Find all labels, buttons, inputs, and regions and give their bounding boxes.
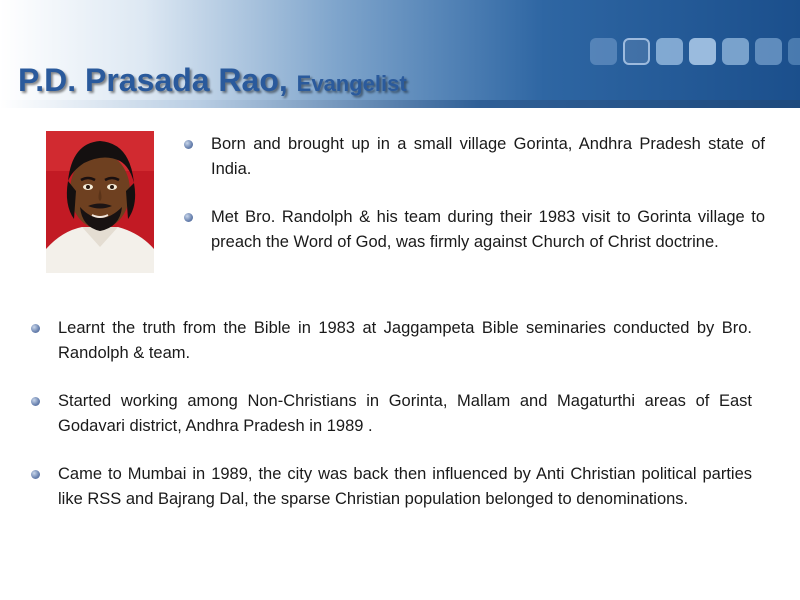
- sphere-bullet-icon: [31, 397, 40, 406]
- tile-icon: [722, 38, 749, 65]
- slide-title: [18, 62, 407, 99]
- tile-icon: [590, 38, 617, 65]
- header-divider: [0, 100, 800, 108]
- list-item: [211, 132, 765, 181]
- list-item: [58, 316, 752, 365]
- list-item: [58, 462, 752, 511]
- title-role: Evangelist: [296, 71, 407, 96]
- list-item: [211, 205, 765, 254]
- tile-icon: [656, 38, 683, 65]
- sphere-bullet-icon: [184, 140, 193, 149]
- bullet-text: Met Bro. Randolph & his team during their 1983 visit to Gorinta village to preach the Word of God, was firmly against Church of Christ doctrine.: [211, 208, 765, 251]
- bullet-text: Came to Mumbai in 1989, the city was back then influenced by Anti Christian political parties like RSS and Bajrang Dal, the sparse Christian population belonged to denominations.: [58, 465, 752, 508]
- sphere-bullet-icon: [31, 470, 40, 479]
- list-item: [58, 389, 752, 438]
- tile-icon: [755, 38, 782, 65]
- title-name: P.D. Prasada Rao,: [18, 62, 288, 98]
- portrait-icon: [46, 131, 154, 273]
- tile-icon: [623, 38, 650, 65]
- decorative-tiles: [590, 38, 800, 65]
- sphere-bullet-icon: [31, 324, 40, 333]
- tile-icon: [689, 38, 716, 65]
- bullet-text: Learnt the truth from the Bible in 1983 at Jaggampeta Bible seminaries conducted by Bro. Randolph & team.: [58, 319, 752, 362]
- main-bullet-list: [58, 316, 752, 535]
- bullet-text: Born and brought up in a small village Gorinta, Andhra Pradesh state of India.: [211, 135, 765, 178]
- tile-icon: [788, 38, 800, 65]
- sphere-bullet-icon: [184, 213, 193, 222]
- bullet-text: Started working among Non-Christians in Gorinta, Mallam and Magaturthi areas of East Godavari district, Andhra Pradesh in 1989 .: [58, 392, 752, 435]
- intro-bullet-list: [211, 132, 765, 278]
- portrait-photo: [46, 131, 154, 273]
